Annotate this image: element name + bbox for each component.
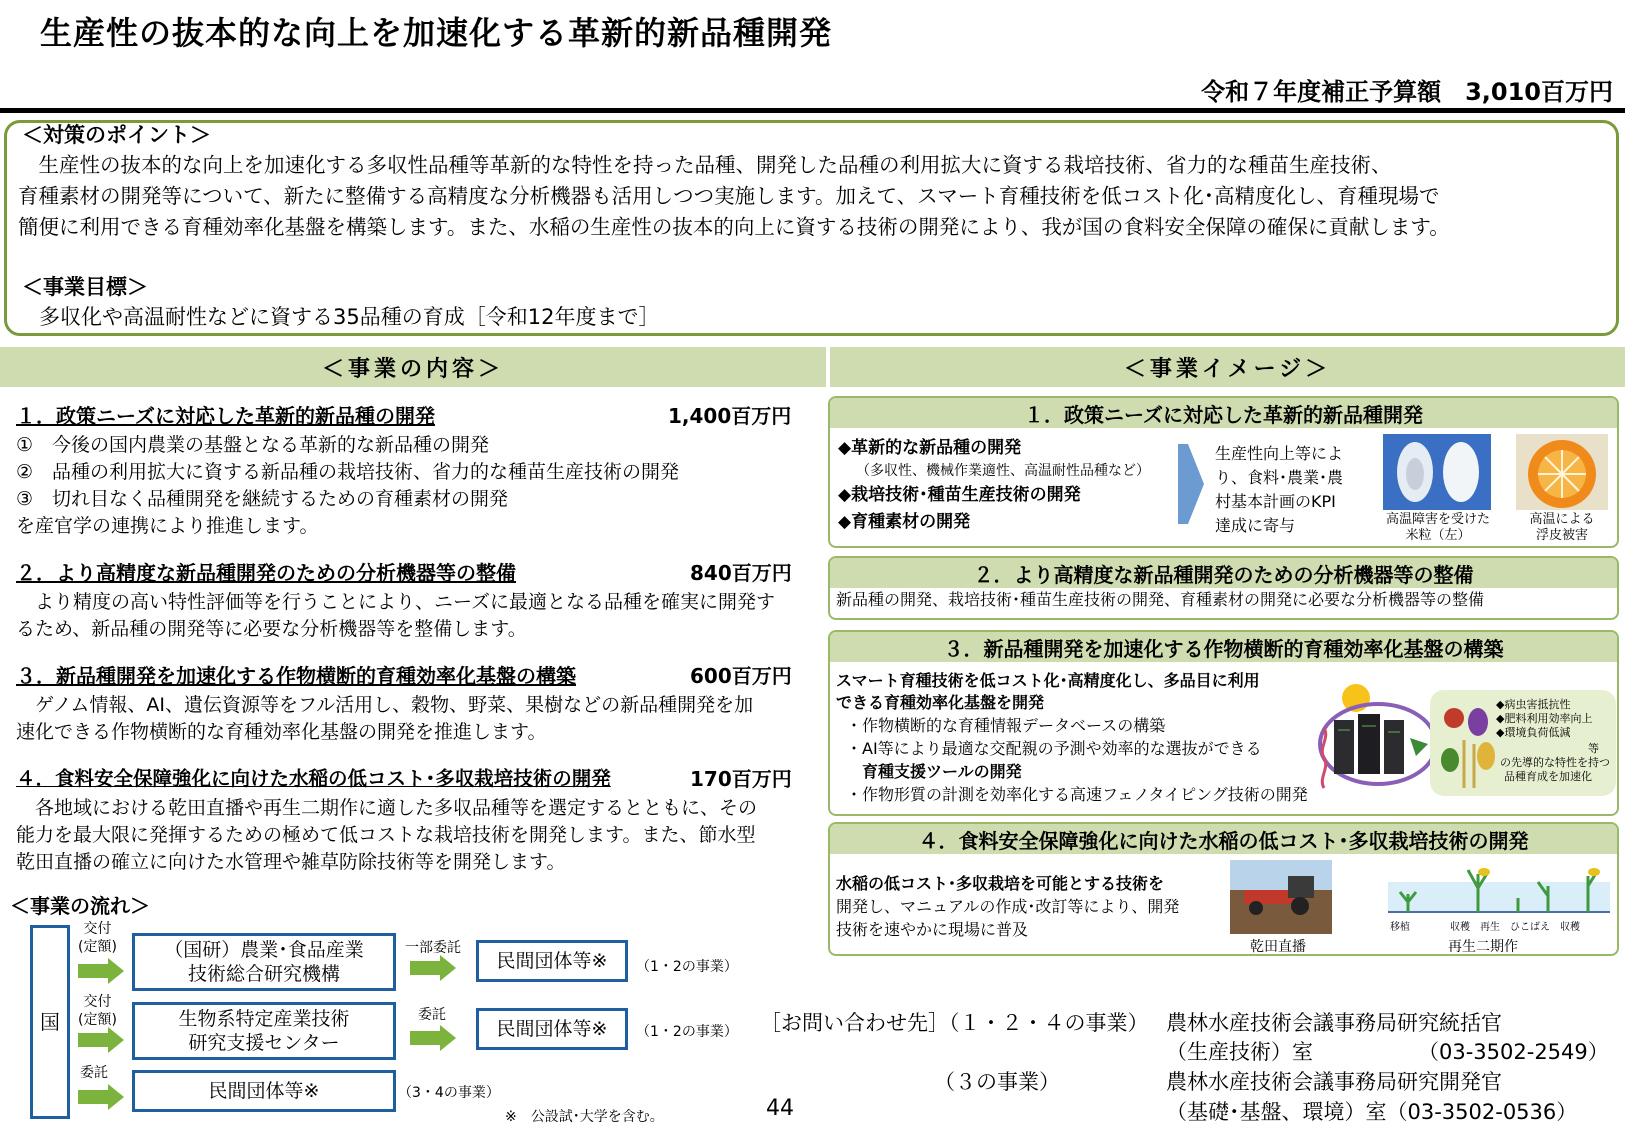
image-panel-1-title: １．政策ニーズに対応した革新的新品種開発 xyxy=(830,398,1617,428)
flow-arrow-2-label: 交付 (定額) xyxy=(78,994,117,1028)
flow-note-1: （1・2の事業） xyxy=(636,959,738,975)
flow-naro-label: （国研）農業･食品産業 技術総合研究機構 xyxy=(164,939,364,985)
r3-line-2: できる育種効率化基盤を開発 xyxy=(836,693,1045,712)
point-line-1: 生産性の抜本的な向上を加速化する多収性品種等革新的な特性を持った品種、開発した品種の利用拡大に資する栽培技術、省力的な種苗生産技術、 xyxy=(18,153,1392,177)
r4-line-1: 水稲の低コスト･多収栽培を可能とする技術を xyxy=(836,874,1165,893)
section-1-line-3: ③ 切れ目なく品種開発を継続するための育種素材の開発 xyxy=(16,488,509,510)
flow-biosupport-label: 生物系特定産業技術 研究支援センター xyxy=(178,1008,350,1054)
flow-arrow-3-label: 委託 xyxy=(80,1065,108,1081)
r3-trait-6: 品種育成を加速化 xyxy=(1504,770,1592,783)
flow-footnote: ※ 公設試･大学を含む。 xyxy=(505,1109,664,1125)
section-1-line-2: ② 品種の利用拡大に資する新品種の栽培技術、省力的な種苗生産技術の開発 xyxy=(16,461,680,483)
flow-subcontract-label: 一部委託 xyxy=(405,940,461,956)
section-4-title: ４．食料安全保障強化に向けた水稲の低コスト･多収栽培技術の開発 xyxy=(16,767,611,790)
section-1-line-1: ① 今後の国内農業の基盤となる革新的な新品種の開発 xyxy=(16,434,490,456)
flow-biosupport-box xyxy=(132,1002,396,1060)
header-rule xyxy=(0,108,1625,113)
section-3-amount: 600百万円 xyxy=(690,664,792,688)
flow-arrow-1-label: 交付 (定額) xyxy=(78,921,117,955)
flow-private-label-3: 民間団体等※ xyxy=(208,1080,320,1102)
citrus-image xyxy=(1516,434,1608,510)
r2-text: 新品種の開発、栽培技術･種苗生産技術の開発、育種素材の開発に必要な分析機器等の整備 xyxy=(836,590,1485,609)
flow-private-label-2: 民間団体等※ xyxy=(496,1018,608,1040)
crops-image xyxy=(1434,700,1500,790)
section-4-line-2: 能力を最大限に発揮するための極めて低コストな栽培技術を開発します。また、節水型 xyxy=(16,824,756,846)
flow-arrow-3-icon xyxy=(78,1084,126,1110)
goal-heading: ＜事業目標＞ xyxy=(22,275,148,299)
r1-caption-2: 高温による 浮皮被害 xyxy=(1529,512,1595,543)
flow-arrow-5-icon xyxy=(410,1025,458,1051)
contact-org-1: 農林水産技術会議事務局研究統括官 xyxy=(1166,1011,1502,1035)
image-panel-4-title: ４．食料安全保障強化に向けた水稲の低コスト･多収栽培技術の開発 xyxy=(830,824,1617,854)
budget-amount: 令和７年度補正予算額 3,010百万円 xyxy=(1201,78,1613,106)
rice-grain-image xyxy=(1383,434,1491,510)
r3-line-5: 育種支援ツールの開発 xyxy=(846,762,1022,781)
section-4-amount: 170百万円 xyxy=(690,767,792,791)
section-2-line-2: るため、新品種の開発等に必要な分析機器等を整備します。 xyxy=(16,618,527,640)
flow-arrow-1-icon xyxy=(78,958,126,984)
r1-bullet-1-sub: （多収性、機械作業適性、高温耐性品種など） xyxy=(856,463,1150,479)
contact-label-2: （３の事業） xyxy=(934,1070,1060,1094)
r3-trait-3: ◆環境負荷低減 xyxy=(1496,726,1571,739)
contact-sub-1: （生産技術）室 xyxy=(1166,1040,1313,1064)
r3-trait-2: ◆肥料利用効率向上 xyxy=(1496,712,1593,725)
r3-line-1: スマート育種技術を低コスト化･高精度化し、多品目に利用 xyxy=(836,671,1260,690)
section-3-line-1: ゲノム情報、AI、遺伝資源等をフル活用し、穀物、野菜、果樹などの新品種開発を加 xyxy=(16,694,754,716)
r4-line-2: 開発し、マニュアルの作成･改訂等により、開発 xyxy=(836,897,1180,916)
flow-arrow-2-icon xyxy=(78,1027,126,1053)
breeding-platform-image xyxy=(1316,680,1438,798)
r3-trait-5: の先導的な特性を持つ xyxy=(1500,756,1610,769)
r3-trait-1: ◆病虫害抵抗性 xyxy=(1496,698,1571,711)
image-section-bar: ＜事業イメージ＞ xyxy=(830,347,1625,387)
section-1-line-4: を産官学の連携により推進します。 xyxy=(16,515,319,537)
flow-note-3: （3・4の事業） xyxy=(398,1085,500,1101)
point-line-2: 育種素材の開発等について、新たに整備する高精度な分析機器も活用しつつ実施します。加えて、スマート育種技術を低コスト化･高精度化し、育種現場で xyxy=(18,184,1440,208)
section-4-line-1: 各地域における乾田直播や再生二期作に適した多収品種等を選定するとともに、その xyxy=(16,797,758,819)
section-1-title: １．政策ニーズに対応した革新的新品種の開発 xyxy=(16,404,435,428)
flow-heading: ＜事業の流れ＞ xyxy=(10,894,150,918)
ratoon-crop-diagram xyxy=(1388,862,1610,922)
page-title: 生産性の抜本的な向上を加速化する革新的新品種開発 xyxy=(40,14,833,52)
r4-caption-1: 乾田直播 xyxy=(1250,939,1306,955)
r1-caption-1: 高温障害を受けた 米粒（左） xyxy=(1385,512,1490,543)
point-heading: ＜対策のポイント＞ xyxy=(22,123,211,147)
section-2-title: ２．より高精度な新品種開発のための分析機器等の整備 xyxy=(16,561,516,585)
content-section-bar: ＜事業の内容＞ xyxy=(0,347,826,387)
page-number: 44 xyxy=(766,1096,794,1121)
r1-kpi-text: 生産性向上等によ り、食料･農業･農 村基本計画のKPI 達成に寄与 xyxy=(1215,444,1344,535)
section-3-line-2: 速化できる作物横断的な育種効率化基盤の開発を推進します。 xyxy=(16,721,547,743)
section-1-amount: 1,400百万円 xyxy=(668,404,792,428)
section-2-amount: 840百万円 xyxy=(690,561,792,585)
r3-trait-etc: 等 xyxy=(1588,742,1599,755)
contact-tel-1: （03-3502-2549） xyxy=(1418,1040,1609,1064)
contact-sub-2: （基礎･基盤、環境）室（03-3502-0536） xyxy=(1166,1100,1578,1124)
flow-arrow-4-icon xyxy=(410,955,458,981)
image-panel-2-title: ２．より高精度な新品種開発のための分析機器等の整備 xyxy=(830,558,1617,588)
goal-text: 多収化や高温耐性などに資する35品種の育成［令和12年度まで］ xyxy=(18,305,660,329)
flow-kuni-label: 国 xyxy=(40,1010,60,1034)
r4-stage-labels: 移植 収穫 再生 ひこばえ 収穫 xyxy=(1390,922,1580,933)
flow-private-box-1 xyxy=(476,940,628,982)
direct-seeding-image xyxy=(1230,860,1332,934)
flow-private-box-2 xyxy=(476,1008,628,1050)
flow-kuni-box xyxy=(30,925,70,1119)
flow-note-2: （1・2の事業） xyxy=(636,1024,738,1040)
r4-caption-2: 再生二期作 xyxy=(1448,939,1518,955)
r1-bullet-1: ◆革新的な新品種の開発 xyxy=(838,438,1022,458)
point-line-3: 簡便に利用できる育種効率化基盤を構築します。また、水稲の生産性の抜本的向上に資する技術の開発により、我が国の食料安全保障の確保に貢献します。 xyxy=(18,215,1450,239)
contact-org-2: 農林水産技術会議事務局研究開発官 xyxy=(1166,1070,1502,1094)
section-4-line-3: 乾田直播の確立に向けた水管理や雑草防除技術等を開発します。 xyxy=(16,851,566,873)
flow-private-label-1: 民間団体等※ xyxy=(496,950,608,972)
contact-label: ［お問い合わせ先］（１・２・４の事業） xyxy=(760,1011,1149,1035)
r1-chevron-icon xyxy=(1178,444,1204,524)
r3-line-4: ・AI等により最適な交配親の予測や効率的な選抜ができる xyxy=(846,739,1262,758)
section-3-title: ３．新品種開発を加速化する作物横断的育種効率化基盤の構築 xyxy=(16,664,576,688)
section-2-line-1: より精度の高い特性評価等を行うことにより、ニーズに最適となる品種を確実に開発す xyxy=(16,591,776,613)
flow-naro-box xyxy=(132,933,396,991)
r1-bullet-2: ◆栽培技術･種苗生産技術の開発 xyxy=(838,485,1081,505)
r1-bullet-3: ◆育種素材の開発 xyxy=(838,512,971,532)
flow-private-box-3 xyxy=(132,1070,396,1112)
image-panel-3-title: ３．新品種開発を加速化する作物横断的育種効率化基盤の構築 xyxy=(830,632,1617,662)
flow-contract-label: 委託 xyxy=(418,1007,446,1023)
r3-line-6: ・作物形質の計測を効率化する高速フェノタイピング技術の開発 xyxy=(846,785,1308,804)
r4-line-3: 技術を速やかに現場に普及 xyxy=(836,920,1029,939)
r3-line-3: ・作物横断的な育種情報データベースの構築 xyxy=(846,716,1166,735)
